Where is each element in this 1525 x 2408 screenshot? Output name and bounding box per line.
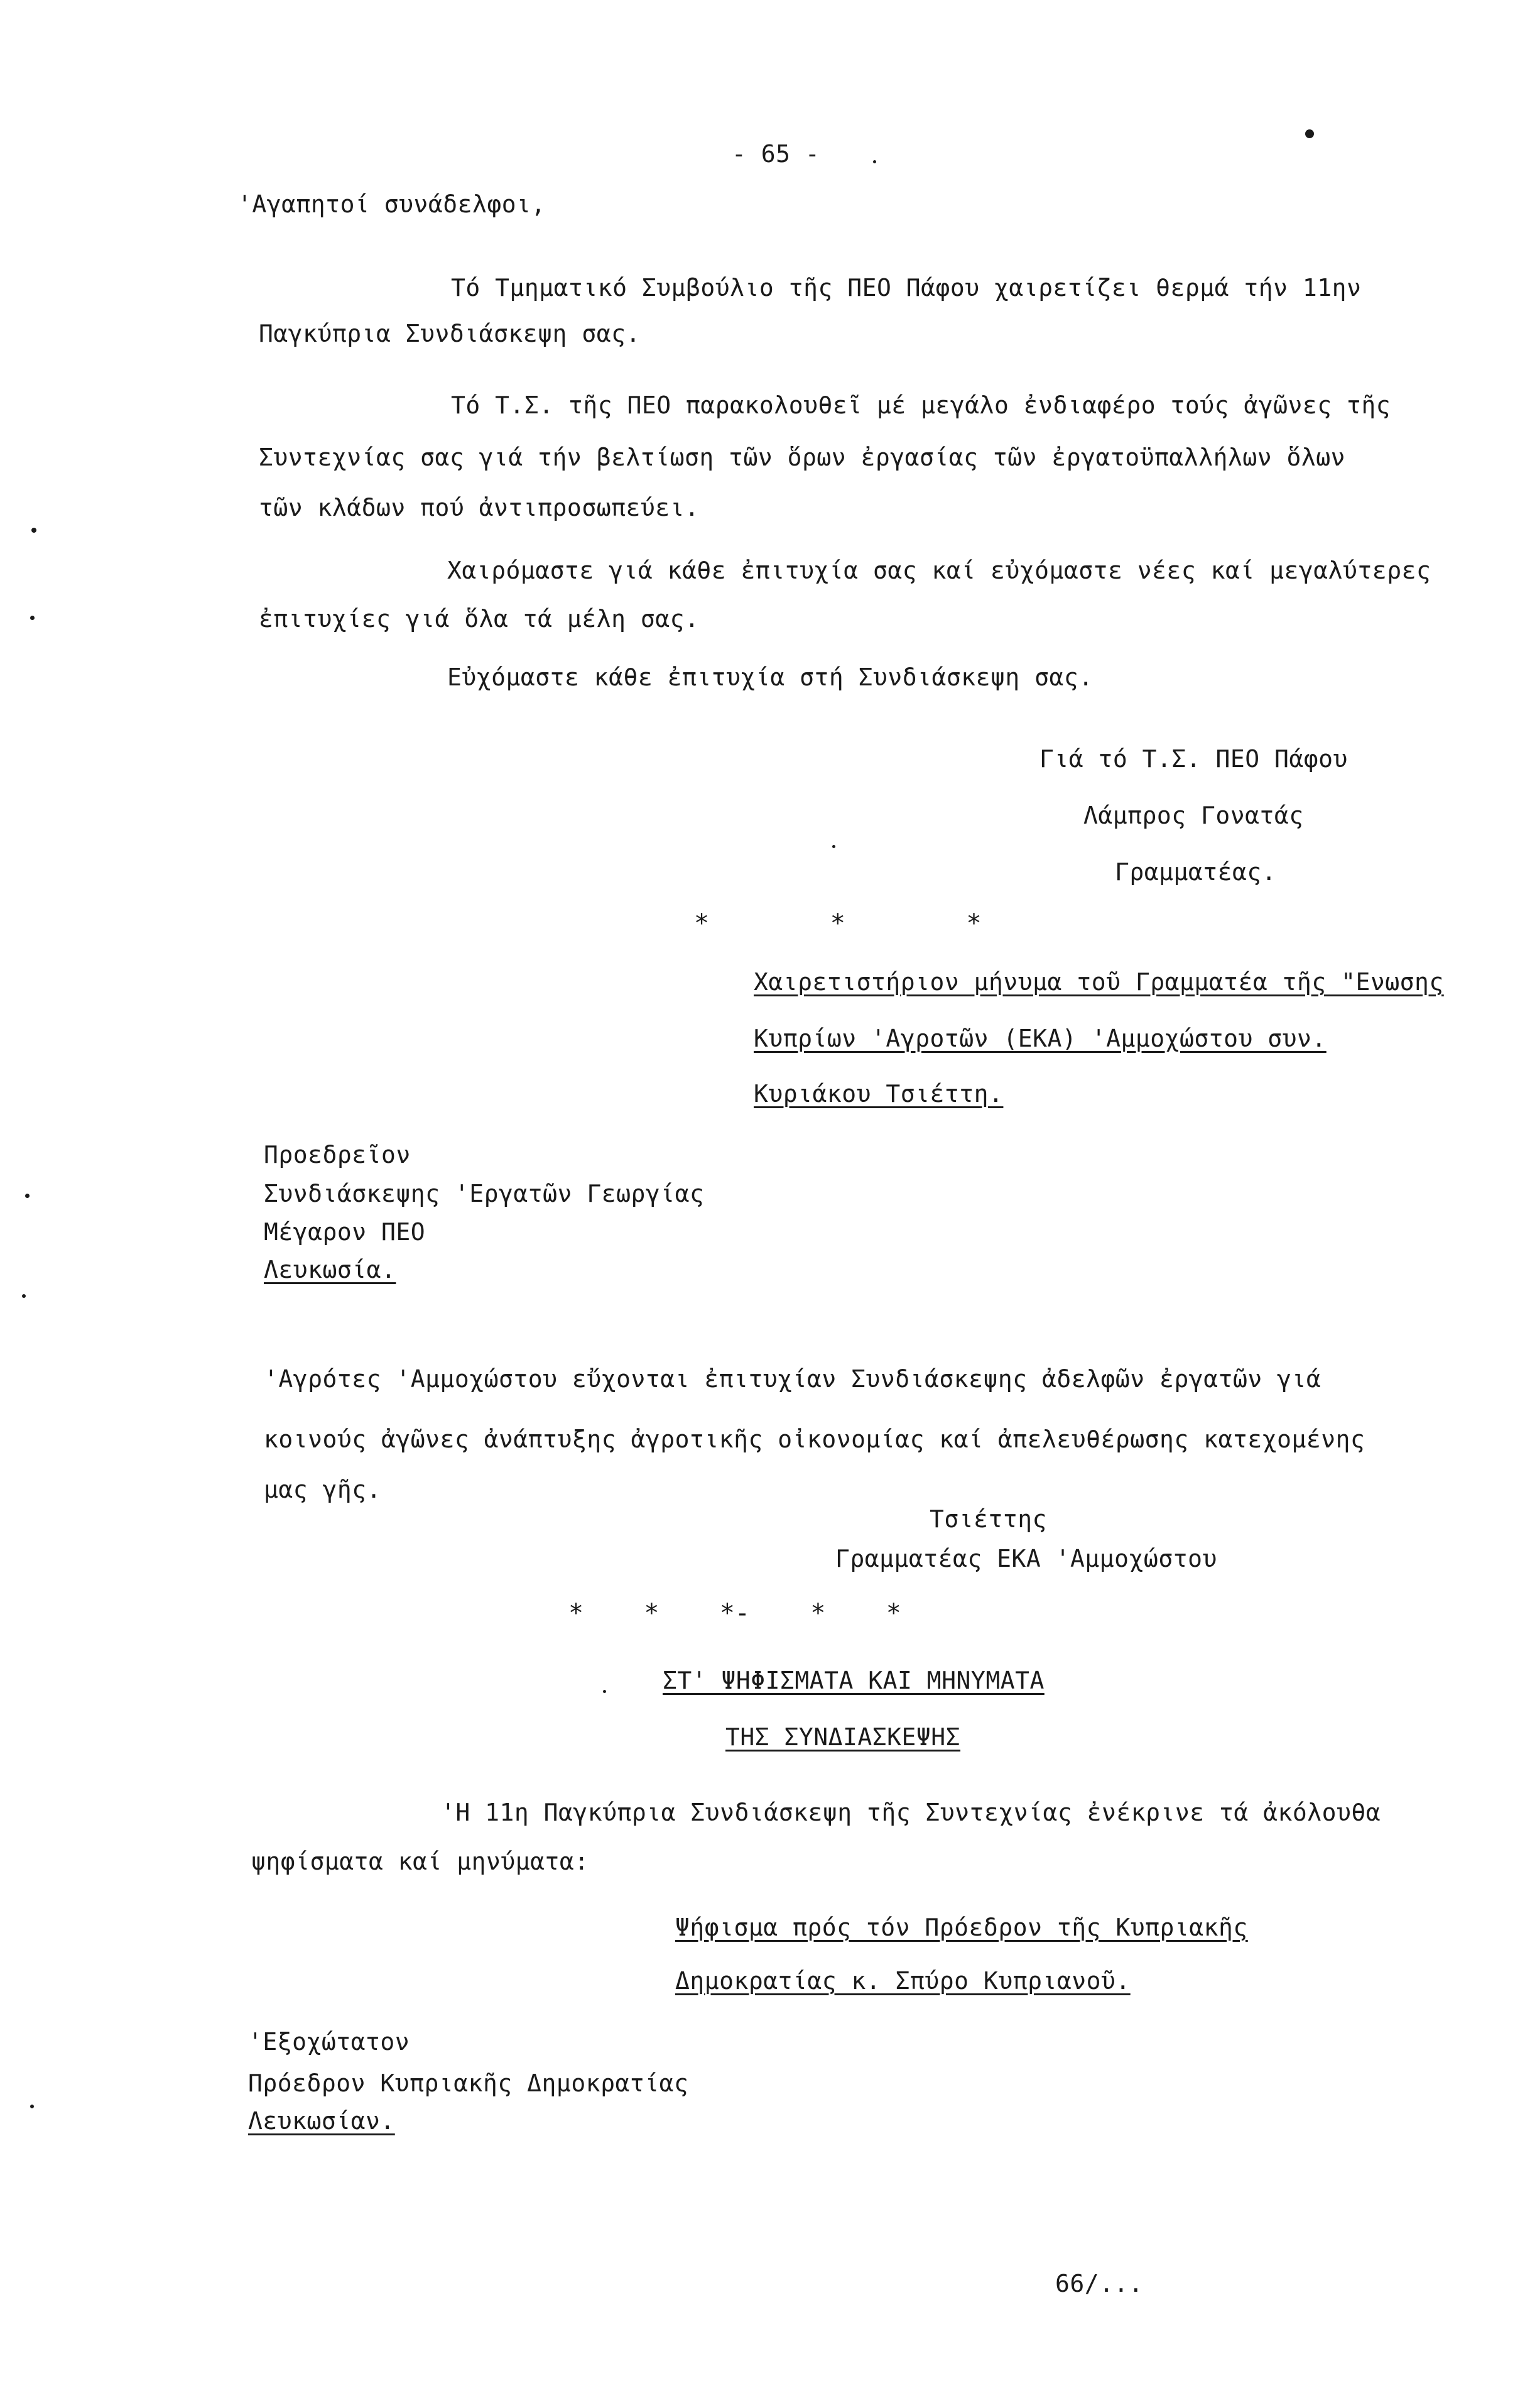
letter2-signature-name: Τσιέττης: [930, 1505, 1048, 1533]
letter1-signature-line1: Γιά τό Τ.Σ. ΠΕΟ Πάφου: [1039, 745, 1348, 773]
scan-speck: [25, 1194, 30, 1198]
address3-line2: Πρόεδρον Κυπριακῆς Δημοκρατίας: [248, 2069, 689, 2097]
scan-speck: [1305, 129, 1314, 138]
resolution-heading-line2: Δημοκρατίας κ. Σπύρο Κυπριανοῦ.: [675, 1967, 1131, 1995]
letter1-p2-line2: Συντεχνίας σας γιά τήν βελτίωση τῶν ὅρων ἐργασίας τῶν ἐργατοϋπαλλήλων ὅλων: [259, 444, 1345, 471]
letter2-line3: μας γῆς.: [264, 1476, 382, 1503]
scan-speck: [832, 845, 835, 848]
section-subtitle: ΤΗΣ ΣΥΝΔΙΑΣΚΕΨΗΣ: [725, 1723, 961, 1751]
address2-line1: Προεδρεῖον: [264, 1141, 411, 1169]
letter1-p2-line1: Τό Τ.Σ. τῆς ΠΕΟ παρακολουθεῖ μέ μεγάλο ἐνδιαφέρο τούς ἀγῶνες τῆς: [451, 391, 1391, 419]
section-title: ΣΤ' ΨΗΦΙΣΜΑΤΑ ΚΑΙ ΜΗΝΥΜΑΤΑ: [663, 1667, 1045, 1694]
scan-speck: [30, 616, 35, 620]
message2-heading-line3: Κυριάκου Τσιέττη.: [754, 1080, 1004, 1108]
letter2-signature-title: Γραμματέας ΕΚΑ 'Αμμοχώστου: [835, 1545, 1217, 1572]
separator-stars-1: * * *: [694, 909, 982, 938]
letter1-p1-line2: Παγκύπρια Συνδιάσκεψη σας.: [259, 320, 641, 347]
message2-heading-line1: Χαιρετιστήριον μήνυμα τοῦ Γραμματέα τῆς "Ενωσης: [754, 968, 1444, 996]
continuation-marker: 66/...: [1055, 2270, 1144, 2297]
address3-line1: 'Εξοχώτατον: [248, 2028, 410, 2056]
letter1-signature-name: Λάμπρος Γονατάς: [1083, 802, 1304, 829]
letter1-p4: Εὐχόμαστε κάθε ἐπιτυχία στή Συνδιάσκεψη σας.: [447, 663, 1094, 691]
scan-speck: [22, 1294, 26, 1298]
address2-line2: Συνδιάσκεψης 'Εργατῶν Γεωργίας: [264, 1180, 705, 1207]
letter1-p3-line2: ἐπιτυχίες γιά ὅλα τά μέλη σας.: [259, 605, 700, 633]
salutation: 'Αγαπητοί συνάδελφοι,: [237, 190, 546, 218]
separator-stars-2: * * *- * *: [568, 1599, 901, 1628]
scan-speck: [30, 2105, 34, 2108]
message2-heading-line2: Κυπρίων 'Αγροτῶν (ΕΚΑ) 'Αμμοχώστου συν.: [754, 1025, 1327, 1052]
scan-speck: [603, 1690, 606, 1693]
address3-line3: Λευκωσίαν.: [248, 2107, 395, 2135]
scan-speck: [31, 528, 36, 533]
scan-speck: [873, 160, 876, 163]
letter2-line1: 'Αγρότες 'Αμμοχώστου εὔχονται ἐπιτυχίαν Συνδιάσκεψης ἀδελφῶν ἐργατῶν γιά: [264, 1365, 1321, 1393]
section-intro-line1: 'Η 11η Παγκύπρια Συνδιάσκεψη τῆς Συντεχνίας ἐνέκρινε τά ἀκόλουθα: [441, 1799, 1381, 1826]
letter1-p3-line1: Χαιρόμαστε γιά κάθε ἐπιτυχία σας καί εὐχόμαστε νέες καί μεγαλύτερες: [447, 557, 1431, 584]
letter2-line2: κοινούς ἀγῶνες ἀνάπτυξης ἀγροτικῆς οἰκονομίας καί ἀπελευθέρωσης κατεχομένης: [264, 1425, 1365, 1453]
letter1-p2-line3: τῶν κλάδων πού ἀντιπροσωπεύει.: [259, 494, 700, 521]
section-intro-line2: ψηφίσματα καί μηνύματα:: [251, 1848, 589, 1875]
page-number: - 65 -: [732, 140, 820, 168]
letter1-p1-line1: Τό Τμηματικό Συμβούλιο τῆς ΠΕΟ Πάφου χαιρετίζει θερμά τήν 11ην: [451, 274, 1362, 302]
letter1-signature-title: Γραμματέας.: [1115, 858, 1277, 886]
resolution-heading-line1: Ψήφισμα πρός τόν Πρόεδρον τῆς Κυπριακῆς: [675, 1914, 1248, 1941]
address2-line3: Μέγαρον ΠΕΟ: [264, 1218, 426, 1246]
address2-line4: Λευκωσία.: [264, 1256, 396, 1283]
